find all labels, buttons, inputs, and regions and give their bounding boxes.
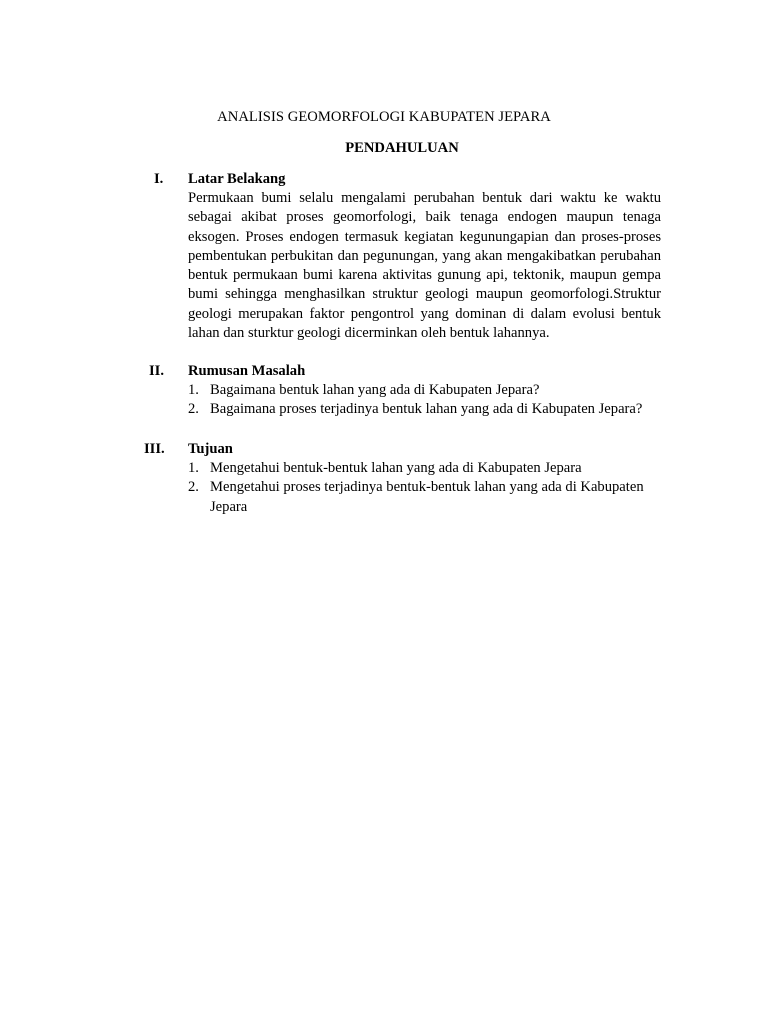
list-item-number: 1. xyxy=(188,460,199,476)
list-item-number: 1. xyxy=(188,382,199,398)
list-item-text: Bagaimana bentuk lahan yang ada di Kabupaten Jepara? xyxy=(210,382,540,398)
list-item xyxy=(188,381,661,400)
section-title-rumusan-masalah: Rumusan Masalah xyxy=(188,363,306,379)
section-rumusan-masalah xyxy=(188,362,661,420)
list-tujuan xyxy=(188,459,661,517)
list-item-number: 2. xyxy=(188,479,199,496)
list-item-text: Bagaimana proses terjadinya bentuk lahan yang ada di Kabupaten Jepara? xyxy=(210,401,643,418)
section-numeral-2: II. xyxy=(149,363,165,379)
section-tujuan xyxy=(188,440,661,517)
section-numeral-1: I. xyxy=(154,171,164,187)
list-item xyxy=(188,478,661,517)
list-item-number: 2. xyxy=(188,401,199,418)
list-rumusan-masalah xyxy=(188,381,661,420)
list-item xyxy=(188,400,661,419)
section-heading: PENDAHULUAN xyxy=(345,140,459,156)
section-title-tujuan: Tujuan xyxy=(188,441,233,457)
list-item-text: Mengetahui bentuk-bentuk lahan yang ada di Kabupaten Jepara xyxy=(210,460,582,476)
list-item xyxy=(188,459,661,478)
paragraph-latar-belakang: Permukaan bumi selalu mengalami perubahan bentuk dari waktu ke waktu sebagai akibat proses geomorfologi, baik tenaga endogen maupun tenaga eksogen. Proses endogen termasuk kegiatan kegunungapian dan proses-proses pembentukan perbukitan dan pegunungan, yang akan mengakibatkan perubahan bentuk permukaan bumi karena aktivitas gunung api, tektonik, maupun gempa bumi sehingga menghasilkan struktur geologi maupun geomorfologi.Struktur geologi merupakan faktor pengontrol yang dominan di dalam evolusi bentuk lahan dan sturktur geologi dicerminkan oleh bentuk lahannya. xyxy=(188,190,661,342)
document-title: ANALISIS GEOMORFOLOGI KABUPATEN JEPARA xyxy=(217,109,551,125)
section-numeral-3: III. xyxy=(144,441,165,457)
list-item-text: Mengetahui proses terjadinya bentuk-bentuk lahan yang ada di Kabupaten Jepara xyxy=(210,479,644,515)
section-latar-belakang xyxy=(188,170,661,343)
section-title-latar-belakang: Latar Belakang xyxy=(188,171,286,187)
